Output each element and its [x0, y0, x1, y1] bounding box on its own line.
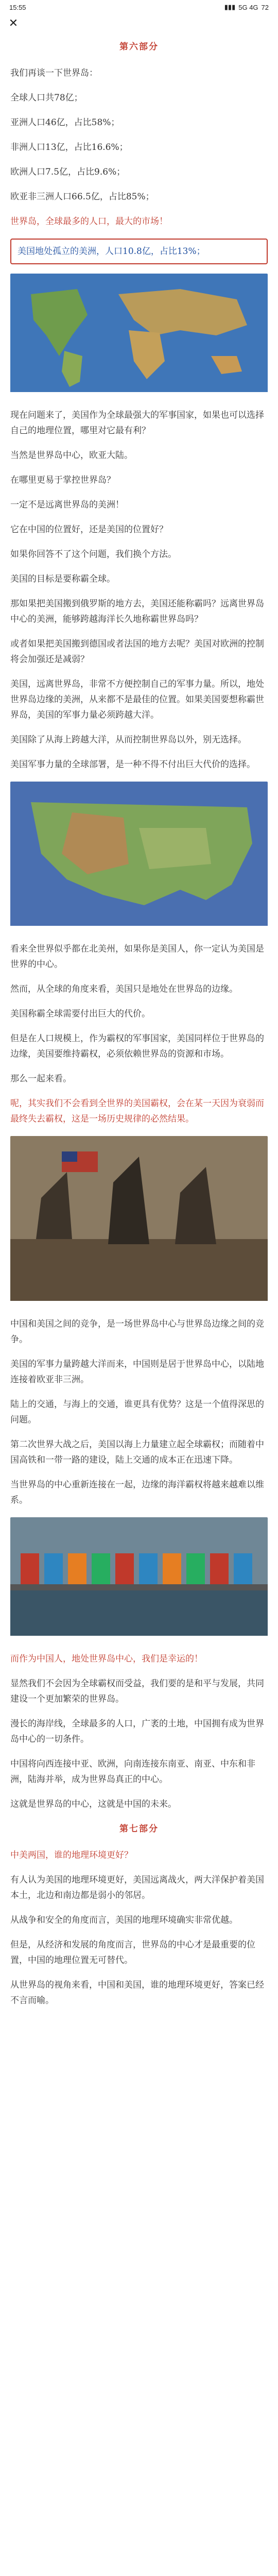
paragraph: 看来全世界似乎都在北美州，如果你是美国人，你一定认为美国是世界的中心。 — [10, 944, 264, 970]
paragraph: 漫长的海岸线，全球最多的人口，广袤的土地，中国拥有成为世界岛中心的一切条件。 — [10, 1719, 264, 1744]
status-time: 15:55 — [9, 3, 26, 11]
paragraph: 美国军事力量的全球部署，是一种不得不付出巨大代价的选择。 — [10, 759, 255, 770]
paragraph: 我们再谈一下世界岛： — [10, 68, 98, 78]
network-label: 5G 4G — [238, 3, 258, 11]
close-icon[interactable]: ✕ — [8, 16, 19, 30]
paragraph: 美国，远离世界岛，非常不方便控制自己的军事力量。所以，地处世界岛边缘的美洲，从来都不是最佳的位置。如果美国要想称霸世界岛，美国的军事力量必须跨越大洋。 — [10, 679, 264, 720]
paragraph: 显然我们不会因为全球霸权而受益，我们要的是和平与发展，共同建设一个更加繁荣的世界岛。 — [10, 1679, 264, 1704]
paragraph: 现在问题来了，美国作为全球最强大的军事国家，如果也可以选择自己的地理位置，哪里对它最有利？ — [10, 410, 264, 436]
status-bar — [0, 0, 278, 14]
paragraph: 美国的目标是要称霸全球。 — [10, 574, 115, 584]
paragraph: 第二次世界大战之后，美国以海上力量建立起全球霸权；而随着中国高铁和一带一路的建设，陆上交通的成本正在迅速下降。 — [10, 1439, 264, 1465]
paragraph: 那如果把美国搬到俄罗斯的地方去，美国还能称霸吗？远离世界岛中心的美洲，能够跨越海洋长久地称霸世界岛吗？ — [10, 599, 264, 624]
paragraph: 有人认为美国的地理环境更好，美国远离战火，两大洋保护着美国本土，北边和南边都是弱小的邻居。 — [10, 1875, 264, 1901]
paragraph: 欧洲人口7.5亿，占比9.6%； — [10, 167, 126, 177]
paragraph: 陆上的交通，与海上的交通，谁更具有优势？这是一个值得深思的问题。 — [10, 1399, 264, 1425]
paragraph: 全球人口共78亿； — [10, 93, 83, 103]
status-indicators — [224, 3, 269, 11]
paragraph: 然而，从全球的角度来看，美国只是地处在世界岛的边缘。 — [10, 984, 238, 994]
paragraph: 那么一起来看。 — [10, 1074, 72, 1084]
world-map-image — [10, 274, 268, 394]
top-bar — [0, 14, 278, 32]
paragraph: 或者如果把美国搬到德国或者法国的地方去呢？美国对欧洲的控制将会加强还是减弱？ — [10, 639, 264, 665]
paragraph: 它在中国的位置好，还是美国的位置好？ — [10, 524, 168, 535]
us-map-image — [10, 782, 268, 928]
section-title: 第七部分 — [119, 1824, 159, 1834]
paragraph: 中国和美国之间的竞争，是一场世界岛中心与世界岛边缘之间的竞争。 — [10, 1319, 264, 1345]
paragraph: 中国将向西连接中亚、欧洲，向南连接东南亚、南亚、中东和非洲，陆海并举，成为世界岛真正的中心。 — [10, 1759, 255, 1785]
paragraph: 美国称霸全球需要付出巨大的代价。 — [10, 1009, 150, 1019]
paragraph: 亚洲人口46亿，占比58%； — [10, 117, 120, 128]
paragraph: 美国除了从海上跨越大洋，从而控制世界岛以外，别无选择。 — [10, 735, 247, 745]
article-body — [0, 39, 278, 2008]
battle-image — [10, 1136, 268, 1303]
paragraph: 中美两国，谁的地理环境更好？ — [10, 1850, 133, 1860]
paragraph: 美国的军事力量跨越大洋而来，中国则是居于世界岛中心，以陆地连接着欧亚非三洲。 — [10, 1359, 264, 1385]
paragraph: 当然是世界岛中心，欧亚大陆。 — [10, 450, 133, 461]
paragraph: 但是，从经济和发展的角度而言，世界岛的中心才是最重要的位置，中国的地理位置无可替代。 — [10, 1940, 255, 1965]
port-image — [10, 1517, 268, 1638]
paragraph: 在哪里更易于掌控世界岛？ — [10, 475, 115, 485]
paragraph: 世界岛，全球最多的人口，最大的市场！ — [10, 216, 168, 227]
paragraph: 一定不是远离世界岛的美洲！ — [10, 500, 124, 510]
paragraph: 这就是世界岛的中心，这就是中国的未来。 — [10, 1799, 177, 1809]
paragraph: 美国地处孤立的美洲，人口10.8亿，占比13%； — [10, 239, 268, 264]
battery-label: 72 — [261, 3, 269, 11]
signal-icon: ▮▮▮ — [224, 3, 236, 11]
paragraph: 呢，其实我们不会看到全世界的美国霸权，会在某一天因为衰弱而最终失去霸权，这是一场历史规律的必然结果。 — [10, 1098, 264, 1124]
paragraph: 从战争和安全的角度而言，美国的地理环境确实非常优越。 — [10, 1915, 238, 1925]
paragraph: 非洲人口13亿，占比16.6%； — [10, 142, 128, 152]
section-title: 第六部分 — [119, 42, 159, 52]
paragraph: 当世界岛的中心重新连接在一起，边缘的海洋霸权将越来越难以维系。 — [10, 1480, 264, 1505]
paragraph: 欧亚非三洲人口66.5亿，占比85%； — [10, 192, 154, 202]
paragraph: 但是在人口规模上，作为霸权的军事国家，美国同样位于世界岛的边缘，美国要维持霸权，必须依赖世界岛的资源和市场。 — [10, 1033, 264, 1059]
paragraph: 从世界岛的视角来看，中国和美国，谁的地理环境更好，答案已经不言而喻。 — [10, 1980, 264, 2006]
paragraph: 如果你回答不了这个问题，我们换个方法。 — [10, 549, 177, 560]
paragraph: 而作为中国人，地处世界岛中心，我们是幸运的！ — [10, 1654, 203, 1664]
